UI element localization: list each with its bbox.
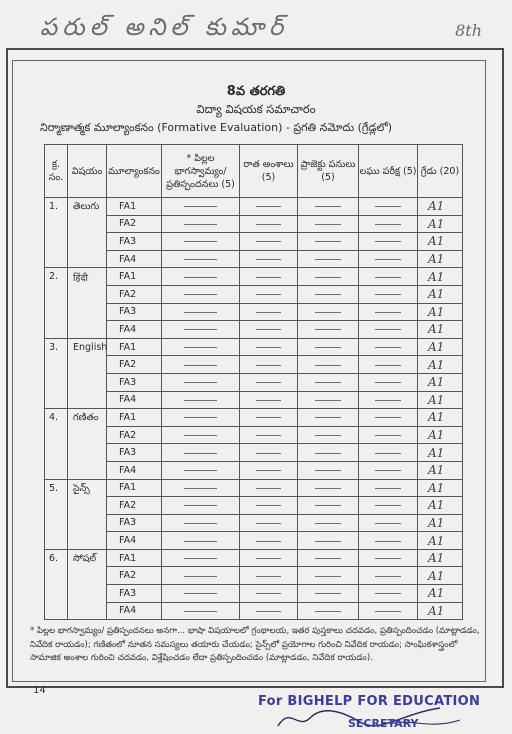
score-dash-cell (240, 585, 298, 603)
grade-cell: A1 (418, 567, 463, 585)
table-row (45, 514, 463, 532)
subject-name: సోషల్ (68, 549, 107, 619)
assessment-label: FA4 (107, 532, 162, 550)
grade-cell: A1 (418, 268, 463, 286)
table-row (45, 215, 463, 233)
score-dash-cell (162, 585, 240, 603)
score-dash-cell (359, 338, 418, 356)
score-dash-cell (240, 409, 298, 427)
assessment-label: FA1 (107, 409, 162, 427)
grade-cell: A1 (418, 250, 463, 268)
table-row (45, 549, 463, 567)
assessment-label: FA3 (107, 373, 162, 391)
class-title: 8వ తరగతి (226, 84, 286, 99)
score-dash-cell (298, 479, 359, 497)
score-dash-cell (298, 321, 359, 339)
grade-cell: A1 (418, 373, 463, 391)
handwritten-grade: 8th (455, 20, 482, 40)
subject-number: 5. (45, 479, 68, 549)
score-dash-cell (162, 268, 240, 286)
score-dash-cell (298, 514, 359, 532)
score-dash-cell (298, 233, 359, 251)
score-dash-cell (162, 479, 240, 497)
score-dash-cell (240, 338, 298, 356)
score-dash-cell (162, 198, 240, 216)
table-header-row (45, 145, 463, 198)
score-dash-cell (359, 602, 418, 620)
score-dash-cell (359, 356, 418, 374)
score-dash-cell (298, 198, 359, 216)
grade-cell: A1 (418, 532, 463, 550)
subject-name: తెలుగు (68, 198, 107, 268)
header-projects: ప్రాజెక్టు పనులు (5) (298, 145, 359, 198)
score-dash-cell (298, 250, 359, 268)
score-dash-cell (298, 285, 359, 303)
score-dash-cell (298, 215, 359, 233)
header-slip-test: లఘు పరీక్ష (5) (359, 145, 418, 198)
grade-cell: A1 (418, 338, 463, 356)
table-row (45, 373, 463, 391)
score-dash-cell (298, 567, 359, 585)
assessment-label: FA2 (107, 215, 162, 233)
table-row (45, 321, 463, 339)
score-dash-cell (298, 585, 359, 603)
score-dash-cell (298, 532, 359, 550)
assessment-label: FA1 (107, 198, 162, 216)
score-dash-cell (359, 532, 418, 550)
handwritten-student-name (40, 10, 482, 50)
stamp-secretary: SECRETARY (348, 717, 419, 730)
grade-cell: A1 (418, 409, 463, 427)
table-row (45, 233, 463, 251)
score-dash-cell (240, 198, 298, 216)
score-dash-cell (162, 303, 240, 321)
table-row (45, 356, 463, 374)
score-dash-cell (359, 426, 418, 444)
grade-cell: A1 (418, 198, 463, 216)
subject-number: 4. (45, 409, 68, 479)
score-dash-cell (298, 426, 359, 444)
header-grade: గ్రేడు (20) (418, 145, 463, 198)
score-dash-cell (359, 303, 418, 321)
subject-name: గణితం (68, 409, 107, 479)
footnote: * పిల్లల భాగస్వామ్యం/ ప్రతిస్పందనలు అనగా... భాషా విషయాలలో గ్రంథాలయ, ఇతర పుస్తకాలు చదవడం, ప్రతిస్పందించడం (మాట్లాడడం, నివేదిక రాయడం); గణితంలో నూతన సమస్యలు తయారు చేయడం; సైన్స్‌లో ప్రయోగాల గురించి నివేదిక రాయడం; సాంఘికశాస్త్రంలో సామాజిక అంశాల గురించి చదవడం, విశ్లేషించడం లేదా ప్రతిస్పందించడం (మాట్లాడడం, నివేదిక రాయడం). (30, 626, 480, 663)
score-dash-cell (298, 391, 359, 409)
score-dash-cell (359, 198, 418, 216)
subject-number: 2. (45, 268, 68, 338)
score-dash-cell (298, 461, 359, 479)
table-row (45, 303, 463, 321)
score-dash-cell (359, 409, 418, 427)
assessment-label: FA4 (107, 250, 162, 268)
grade-cell: A1 (418, 461, 463, 479)
grade-cell: A1 (418, 602, 463, 620)
score-dash-cell (359, 567, 418, 585)
page-number: 14 (33, 685, 46, 696)
score-dash-cell (240, 233, 298, 251)
assessment-label: FA3 (107, 514, 162, 532)
score-dash-cell (162, 233, 240, 251)
assessment-label: FA4 (107, 321, 162, 339)
assessment-label: FA2 (107, 497, 162, 515)
score-dash-cell (298, 338, 359, 356)
score-dash-cell (162, 373, 240, 391)
score-dash-cell (162, 602, 240, 620)
grade-cell: A1 (418, 549, 463, 567)
score-dash-cell (298, 602, 359, 620)
score-dash-cell (240, 321, 298, 339)
student-name-text: పరుల్ అనిల్ కుమార్ (40, 13, 289, 41)
assessment-label: FA1 (107, 549, 162, 567)
score-dash-cell (240, 285, 298, 303)
table-row (45, 198, 463, 216)
score-dash-cell (240, 514, 298, 532)
score-dash-cell (359, 233, 418, 251)
score-dash-cell (359, 514, 418, 532)
table-row (45, 426, 463, 444)
header-assessment: మూల్యాంకనం (107, 145, 162, 198)
score-dash-cell (359, 444, 418, 462)
subject-name: हिंदी (68, 268, 107, 338)
score-dash-cell (162, 514, 240, 532)
grade-cell: A1 (418, 215, 463, 233)
score-dash-cell (359, 215, 418, 233)
score-dash-cell (162, 426, 240, 444)
score-dash-cell (240, 391, 298, 409)
subject-number: 6. (45, 549, 68, 619)
score-dash-cell (240, 532, 298, 550)
grade-cell: A1 (418, 479, 463, 497)
header-participation: * పిల్లల భాగస్వామ్యం/ ప్రతిస్పందనలు (5) (162, 145, 240, 198)
subject-number: 1. (45, 198, 68, 268)
score-dash-cell (240, 549, 298, 567)
score-dash-cell (162, 321, 240, 339)
subject-name: సైన్స్ (68, 479, 107, 549)
score-dash-cell (162, 338, 240, 356)
score-dash-cell (359, 373, 418, 391)
assessment-label: FA1 (107, 479, 162, 497)
score-dash-cell (162, 444, 240, 462)
score-dash-cell (359, 479, 418, 497)
grade-cell: A1 (418, 585, 463, 603)
assessment-label: FA2 (107, 426, 162, 444)
grade-cell: A1 (418, 356, 463, 374)
header-subject: విషయం (68, 145, 107, 198)
assessment-label: FA3 (107, 585, 162, 603)
grade-cell: A1 (418, 285, 463, 303)
score-dash-cell (240, 444, 298, 462)
score-dash-cell (240, 479, 298, 497)
assessment-label: FA2 (107, 356, 162, 374)
table-row (45, 479, 463, 497)
score-dash-cell (298, 268, 359, 286)
score-dash-cell (162, 409, 240, 427)
subject-number: 3. (45, 338, 68, 408)
assessment-label: FA4 (107, 602, 162, 620)
subject-name: English (68, 338, 107, 408)
score-dash-cell (162, 549, 240, 567)
header-sno: క్ర. సం. (45, 145, 68, 198)
score-dash-cell (240, 303, 298, 321)
assessment-label: FA3 (107, 303, 162, 321)
table-row (45, 409, 463, 427)
score-dash-cell (359, 250, 418, 268)
score-dash-cell (359, 391, 418, 409)
score-dash-cell (162, 461, 240, 479)
info-title: విద్యా విషయక సమాచారం (196, 102, 316, 116)
score-dash-cell (240, 250, 298, 268)
table-body (45, 198, 463, 620)
score-dash-cell (359, 497, 418, 515)
assessment-label: FA3 (107, 233, 162, 251)
score-dash-cell (359, 585, 418, 603)
assessment-label: FA1 (107, 338, 162, 356)
table-row (45, 268, 463, 286)
table-row (45, 391, 463, 409)
score-dash-cell (298, 497, 359, 515)
table-row (45, 461, 463, 479)
score-dash-cell (359, 321, 418, 339)
score-dash-cell (359, 268, 418, 286)
score-dash-cell (359, 549, 418, 567)
score-dash-cell (240, 497, 298, 515)
assessment-label: FA2 (107, 285, 162, 303)
score-dash-cell (240, 602, 298, 620)
grade-cell: A1 (418, 321, 463, 339)
grade-cell: A1 (418, 391, 463, 409)
table-row (45, 338, 463, 356)
table-row (45, 602, 463, 620)
formative-evaluation-title: నిర్మాణాత్మక మూల్యాంకనం (Formative Evaluation) - ప్రగతి నమోదు (గ్రేడ్లలో) (40, 121, 393, 134)
score-dash-cell (298, 356, 359, 374)
score-dash-cell (162, 532, 240, 550)
score-dash-cell (240, 373, 298, 391)
score-dash-cell (240, 461, 298, 479)
score-dash-cell (298, 303, 359, 321)
score-dash-cell (240, 567, 298, 585)
grade-cell: A1 (418, 426, 463, 444)
score-dash-cell (298, 409, 359, 427)
score-dash-cell (359, 461, 418, 479)
score-dash-cell (359, 285, 418, 303)
score-dash-cell (298, 549, 359, 567)
score-dash-cell (162, 391, 240, 409)
table-row (45, 285, 463, 303)
table-row (45, 532, 463, 550)
score-dash-cell (240, 356, 298, 374)
score-dash-cell (298, 444, 359, 462)
table-row (45, 585, 463, 603)
score-dash-cell (162, 215, 240, 233)
assessment-label: FA4 (107, 391, 162, 409)
table-row (45, 497, 463, 515)
grade-cell: A1 (418, 233, 463, 251)
score-dash-cell (298, 373, 359, 391)
header-written: రాత అంశాలు (5) (240, 145, 298, 198)
assessment-label: FA2 (107, 567, 162, 585)
score-dash-cell (162, 567, 240, 585)
score-dash-cell (162, 285, 240, 303)
stamp-organization: For BIGHELP FOR EDUCATION (258, 694, 481, 709)
table-row (45, 567, 463, 585)
assessment-label: FA4 (107, 461, 162, 479)
assessment-label: FA3 (107, 444, 162, 462)
score-dash-cell (240, 268, 298, 286)
assessment-label: FA1 (107, 268, 162, 286)
grade-cell: A1 (418, 303, 463, 321)
score-dash-cell (162, 497, 240, 515)
formative-evaluation-table (44, 144, 463, 620)
score-dash-cell (162, 356, 240, 374)
score-dash-cell (240, 426, 298, 444)
grade-cell: A1 (418, 497, 463, 515)
score-dash-cell (162, 250, 240, 268)
grade-cell: A1 (418, 514, 463, 532)
grade-cell: A1 (418, 444, 463, 462)
score-dash-cell (240, 215, 298, 233)
table-row (45, 444, 463, 462)
table-row (45, 250, 463, 268)
